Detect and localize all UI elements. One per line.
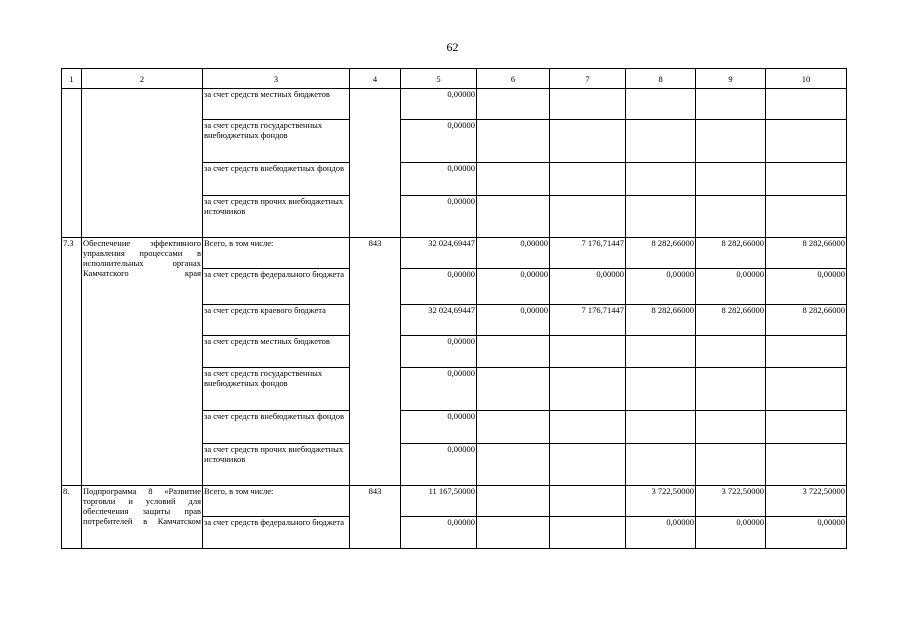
item-number: 7.3 <box>62 238 82 486</box>
value-col-6: 0,00000 <box>477 305 550 336</box>
value-col-8 <box>626 336 696 368</box>
value-col-9 <box>696 444 766 486</box>
table-row <box>62 89 847 120</box>
value-col-7: 0,00000 <box>550 269 626 305</box>
value-col-7 <box>550 444 626 486</box>
code: 843 <box>350 486 401 549</box>
value-col-7 <box>550 368 626 411</box>
value-col-6 <box>477 196 550 238</box>
funding-source: Всего, в том числе: <box>203 238 350 269</box>
funding-source: за счет средств краевого бюджета <box>203 305 350 336</box>
value-col-9 <box>696 120 766 163</box>
value-col-10: 0,00000 <box>766 269 847 305</box>
header-col-5: 5 <box>401 69 477 89</box>
value-col-6 <box>477 89 550 120</box>
value-col-9: 3 722,50000 <box>696 486 766 517</box>
funding-source: за счет средств внебюджетных фондов <box>203 411 350 444</box>
funding-source: за счет средств государственных внебюджетных фондов <box>203 368 350 411</box>
value-col-10: 0,00000 <box>766 517 847 549</box>
value-col-10 <box>766 120 847 163</box>
funding-source: за счет средств прочих внебюджетных источников <box>203 196 350 238</box>
funding-source: Всего, в том числе: <box>203 486 350 517</box>
value-col-5: 11 167,50000 <box>401 486 477 517</box>
value-col-8 <box>626 120 696 163</box>
value-col-6 <box>477 120 550 163</box>
value-col-6 <box>477 411 550 444</box>
header-col-7: 7 <box>550 69 626 89</box>
header-col-8: 8 <box>626 69 696 89</box>
value-col-6 <box>477 444 550 486</box>
funding-source: за счет средств внебюджетных фондов <box>203 163 350 196</box>
value-col-9: 0,00000 <box>696 517 766 549</box>
table-row <box>62 486 847 517</box>
value-col-6 <box>477 368 550 411</box>
value-col-8 <box>626 89 696 120</box>
value-col-9 <box>696 368 766 411</box>
item-number: 8. <box>62 486 82 549</box>
value-col-8: 8 282,66000 <box>626 305 696 336</box>
value-col-6: 0,00000 <box>477 238 550 269</box>
item-name: Подпрограмма 8 «Развитие торговли и условий для обеспечения защиты прав потребителей в Камчатском <box>82 486 203 549</box>
value-col-8 <box>626 444 696 486</box>
value-col-7 <box>550 517 626 549</box>
funding-source: за счет средств государственных внебюджетных фондов <box>203 120 350 163</box>
value-col-7 <box>550 120 626 163</box>
code: 843 <box>350 238 401 486</box>
value-col-9 <box>696 89 766 120</box>
value-col-7: 7 176,71447 <box>550 305 626 336</box>
value-col-10 <box>766 368 847 411</box>
value-col-10 <box>766 163 847 196</box>
value-col-7 <box>550 196 626 238</box>
value-col-7 <box>550 411 626 444</box>
budget-table <box>61 68 847 549</box>
value-col-5: 0,00000 <box>401 89 477 120</box>
header-col-9: 9 <box>696 69 766 89</box>
funding-source: за счет средств местных бюджетов <box>203 336 350 368</box>
value-col-5: 32 024,69447 <box>401 238 477 269</box>
value-col-5: 32 024,69447 <box>401 305 477 336</box>
item-name-cell <box>82 89 203 238</box>
value-col-10 <box>766 196 847 238</box>
header-col-2: 2 <box>82 69 203 89</box>
value-col-9: 0,00000 <box>696 269 766 305</box>
value-col-5: 0,00000 <box>401 444 477 486</box>
header-col-3: 3 <box>203 69 350 89</box>
value-col-7: 7 176,71447 <box>550 238 626 269</box>
value-col-6 <box>477 517 550 549</box>
value-col-6 <box>477 486 550 517</box>
item-name: Обеспечение эффективного управления процессами в исполнительных органах Камчатского края <box>82 238 203 486</box>
funding-source: за счет средств федерального бюджета <box>203 517 350 549</box>
value-col-8 <box>626 411 696 444</box>
value-col-6 <box>477 163 550 196</box>
value-col-5: 0,00000 <box>401 163 477 196</box>
value-col-8: 8 282,66000 <box>626 238 696 269</box>
item-number-cell <box>62 89 82 238</box>
value-col-10: 8 282,66000 <box>766 238 847 269</box>
funding-source: за счет средств федерального бюджета <box>203 269 350 305</box>
header-col-1: 1 <box>62 69 82 89</box>
value-col-9 <box>696 336 766 368</box>
value-col-9: 8 282,66000 <box>696 238 766 269</box>
value-col-5: 0,00000 <box>401 120 477 163</box>
value-col-8: 3 722,50000 <box>626 486 696 517</box>
header-col-4: 4 <box>350 69 401 89</box>
value-col-7 <box>550 486 626 517</box>
value-col-7 <box>550 163 626 196</box>
value-col-8: 0,00000 <box>626 269 696 305</box>
value-col-10 <box>766 336 847 368</box>
value-col-9 <box>696 196 766 238</box>
value-col-9 <box>696 163 766 196</box>
value-col-9 <box>696 411 766 444</box>
header-row <box>62 69 847 89</box>
funding-source: за счет средств местных бюджетов <box>203 89 350 120</box>
header-col-6: 6 <box>477 69 550 89</box>
value-col-10 <box>766 89 847 120</box>
value-col-5: 0,00000 <box>401 517 477 549</box>
value-col-8 <box>626 196 696 238</box>
value-col-8 <box>626 163 696 196</box>
funding-source: за счет средств прочих внебюджетных источников <box>203 444 350 486</box>
value-col-10 <box>766 444 847 486</box>
value-col-5: 0,00000 <box>401 269 477 305</box>
value-col-10 <box>766 411 847 444</box>
value-col-7 <box>550 89 626 120</box>
page-number: 62 <box>446 40 459 54</box>
value-col-5: 0,00000 <box>401 411 477 444</box>
value-col-8: 0,00000 <box>626 517 696 549</box>
header-col-10: 10 <box>766 69 847 89</box>
value-col-5: 0,00000 <box>401 368 477 411</box>
value-col-10: 8 282,66000 <box>766 305 847 336</box>
value-col-5: 0,00000 <box>401 336 477 368</box>
value-col-9: 8 282,66000 <box>696 305 766 336</box>
code-cell <box>350 89 401 238</box>
value-col-10: 3 722,50000 <box>766 486 847 517</box>
value-col-6: 0,00000 <box>477 269 550 305</box>
table-row <box>62 238 847 269</box>
value-col-7 <box>550 336 626 368</box>
value-col-6 <box>477 336 550 368</box>
value-col-5: 0,00000 <box>401 196 477 238</box>
value-col-8 <box>626 368 696 411</box>
